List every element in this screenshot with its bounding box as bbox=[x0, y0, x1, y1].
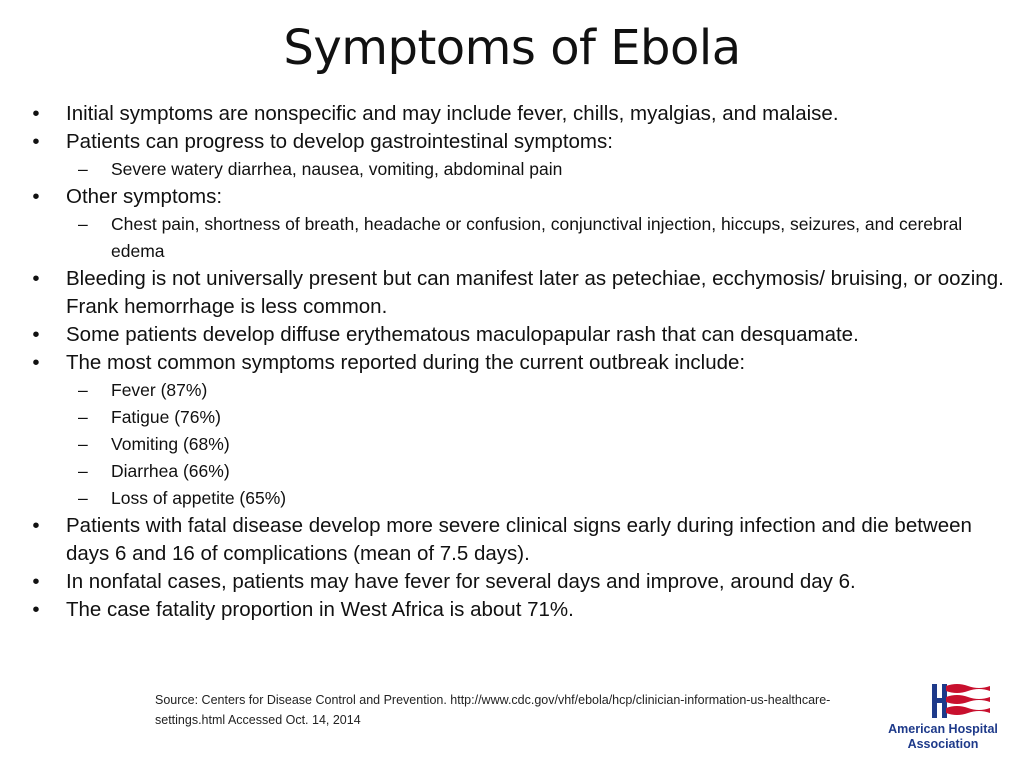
sub-bullet-dash-icon: – bbox=[78, 434, 88, 454]
bullet-dot-icon: • bbox=[32, 185, 40, 208]
aha-stripes-icon bbox=[946, 682, 990, 720]
bullet-text: In nonfatal cases, patients may have fever for several days and improve, around day 6. bbox=[66, 570, 856, 593]
bullet-dot-icon: • bbox=[32, 130, 40, 153]
bullet-dot-icon: • bbox=[32, 351, 40, 374]
sub-bullet-text: Loss of appetite (65%) bbox=[111, 488, 287, 508]
sub-bullet-dash-icon: – bbox=[78, 488, 88, 508]
bullet-list bbox=[26, 100, 1016, 624]
bullet-text: Patients with fatal disease develop more severe clinical signs early during infection and die between days 6 and 16 of complications (mean of 7.5 days). bbox=[66, 514, 972, 565]
sub-bullet-item bbox=[26, 458, 1016, 485]
bullet-item bbox=[26, 596, 1016, 624]
bullet-item bbox=[26, 183, 1016, 211]
bullet-dot-icon: • bbox=[32, 323, 40, 346]
bullet-text: Other symptoms: bbox=[66, 185, 223, 208]
bullet-item bbox=[26, 568, 1016, 596]
bullet-text: Bleeding is not universally present but can manifest later as petechiae, ecchymosis/ bruising, or oozing. Frank hemorrhage is less common. bbox=[66, 267, 1004, 318]
bullet-dot-icon: • bbox=[32, 102, 40, 125]
bullet-text: Patients can progress to develop gastrointestinal symptoms: bbox=[66, 130, 613, 153]
sub-bullet-dash-icon: – bbox=[78, 461, 88, 481]
aha-logo-text bbox=[878, 722, 1008, 752]
sub-bullet-dash-icon: – bbox=[78, 214, 88, 234]
sub-bullet-dash-icon: – bbox=[78, 407, 88, 427]
bullet-item bbox=[26, 100, 1016, 128]
sub-bullet-dash-icon: – bbox=[78, 159, 88, 179]
bullet-text: Some patients develop diffuse erythematous maculopapular rash that can desquamate. bbox=[66, 323, 859, 346]
sub-bullet-text: Chest pain, shortness of breath, headache or confusion, conjunctival injection, hiccups, seizures, and cerebral edema bbox=[111, 214, 963, 261]
bullet-item bbox=[26, 321, 1016, 349]
bullet-dot-icon: • bbox=[32, 514, 40, 537]
sub-bullet-dash-icon: – bbox=[78, 380, 88, 400]
sub-bullet-text: Diarrhea (66%) bbox=[111, 461, 230, 481]
source-citation: Source: Centers for Disease Control and Prevention. http://www.cdc.gov/vhf/ebola/hcp/clinician-information-us-healthcare-settings.html Accessed Oct. 14, 2014 bbox=[155, 693, 831, 727]
sub-bullet-text: Vomiting (68%) bbox=[111, 434, 230, 454]
sub-bullet-text: Fatigue (76%) bbox=[111, 407, 221, 427]
aha-logo-line1: American Hospital bbox=[888, 722, 998, 736]
sub-bullet-item bbox=[26, 485, 1016, 512]
sub-bullet-item bbox=[26, 377, 1016, 404]
sub-bullet-item bbox=[26, 431, 1016, 458]
sub-bullet-item bbox=[26, 404, 1016, 431]
sub-bullet-item bbox=[26, 211, 1016, 265]
aha-logo bbox=[878, 680, 1008, 756]
bullet-text: The case fatality proportion in West Africa is about 71%. bbox=[66, 598, 574, 621]
bullet-item bbox=[26, 265, 1016, 321]
aha-logo-line2: Association bbox=[907, 737, 979, 751]
sub-bullet-text: Severe watery diarrhea, nausea, vomiting, abdominal pain bbox=[111, 159, 563, 179]
bullet-item bbox=[26, 128, 1016, 156]
bullet-item bbox=[26, 349, 1016, 377]
bullet-dot-icon: • bbox=[32, 570, 40, 593]
bullet-text: The most common symptoms reported during the current outbreak include: bbox=[66, 351, 746, 374]
bullet-dot-icon: • bbox=[32, 598, 40, 621]
bullet-item bbox=[26, 512, 1016, 568]
bullet-text: Initial symptoms are nonspecific and may include fever, chills, myalgias, and malaise. bbox=[66, 102, 839, 125]
sub-bullet-text: Fever (87%) bbox=[111, 380, 208, 400]
sub-bullet-item bbox=[26, 156, 1016, 183]
slide-title: Symptoms of Ebola bbox=[283, 20, 741, 76]
bullet-dot-icon: • bbox=[32, 267, 40, 290]
